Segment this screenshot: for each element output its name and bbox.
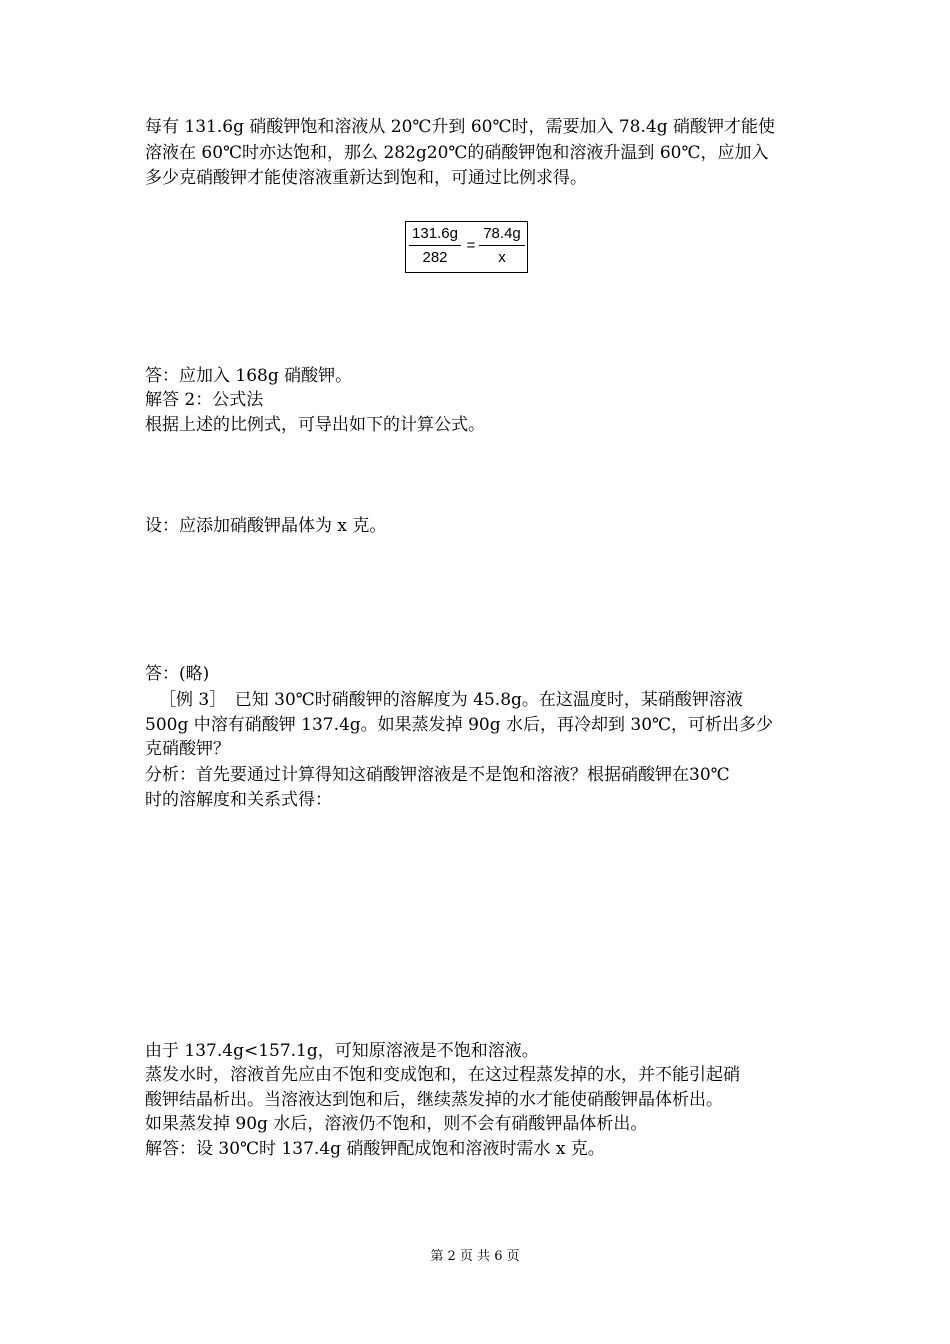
conclusion-line: 如果蒸发掉 90g 水后，溶液仍不饱和，则不会有硝酸钾晶体析出。 (145, 1114, 648, 1134)
right-denominator: x (498, 249, 506, 266)
answer-line: 答：应加入 168g 硝酸钾。 (145, 366, 353, 386)
conclusion-line: 酸钾结晶析出。当溶液达到饱和后，继续蒸发掉的水才能使硝酸钾晶体析出。 (145, 1090, 723, 1110)
equals-sign: = (466, 237, 476, 254)
paragraph-line: 根据上述的比例式，可导出如下的计算公式。 (145, 415, 485, 435)
let-statement: 设：应添加硝酸钾晶体为 x 克。 (145, 516, 387, 536)
proportion-equation (405, 221, 528, 273)
solution-heading: 解答 2：公式法 (145, 390, 264, 410)
left-numerator: 131.6g (409, 225, 461, 246)
left-fraction (409, 225, 461, 267)
answer-line: 答：(略) (145, 664, 210, 684)
left-denominator: 282 (422, 249, 448, 266)
paragraph-line: 每有 131.6g 硝酸钾饱和溶液从 20℃升到 60℃时，需要加入 78.4g 硝酸钾才能使 (145, 117, 776, 137)
page-number-footer: 第 2 页 共 6 页 (430, 1249, 520, 1264)
analysis-line: 分析：首先要通过计算得知这硝酸钾溶液是不是饱和溶液？根据硝酸钾在30℃ (145, 765, 730, 785)
example-line: ［例 3］ 已知 30℃时硝酸钾的溶解度为 45.8g。在这温度时，某硝酸钾溶液 (159, 690, 743, 710)
conclusion-line: 解答：设 30℃时 137.4g 硝酸钾配成饱和溶液时需水 x 克。 (145, 1139, 605, 1159)
paragraph-line: 溶液在 60℃时亦达饱和，那么 282g20℃的硝酸钾饱和溶液升温到 60℃，应加入 (145, 143, 769, 163)
right-numerator: 78.4g (479, 225, 525, 246)
right-fraction (479, 225, 525, 267)
example-line: 500g 中溶有硝酸钾 137.4g。如果蒸发掉 90g 水后，再冷却到 30℃，可析出多少 (145, 715, 774, 735)
conclusion-line: 蒸发水时，溶液首先应由不饱和变成饱和，在这过程蒸发掉的水，并不能引起硝 (145, 1065, 740, 1085)
analysis-line: 时的溶解度和关系式得： (145, 790, 332, 810)
example-line: 克硝酸钾？ (145, 739, 230, 759)
paragraph-line: 多少克硝酸钾才能使溶液重新达到饱和，可通过比例求得。 (145, 168, 587, 188)
conclusion-line: 由于 137.4g<157.1g，可知原溶液是不饱和溶液。 (145, 1041, 539, 1061)
